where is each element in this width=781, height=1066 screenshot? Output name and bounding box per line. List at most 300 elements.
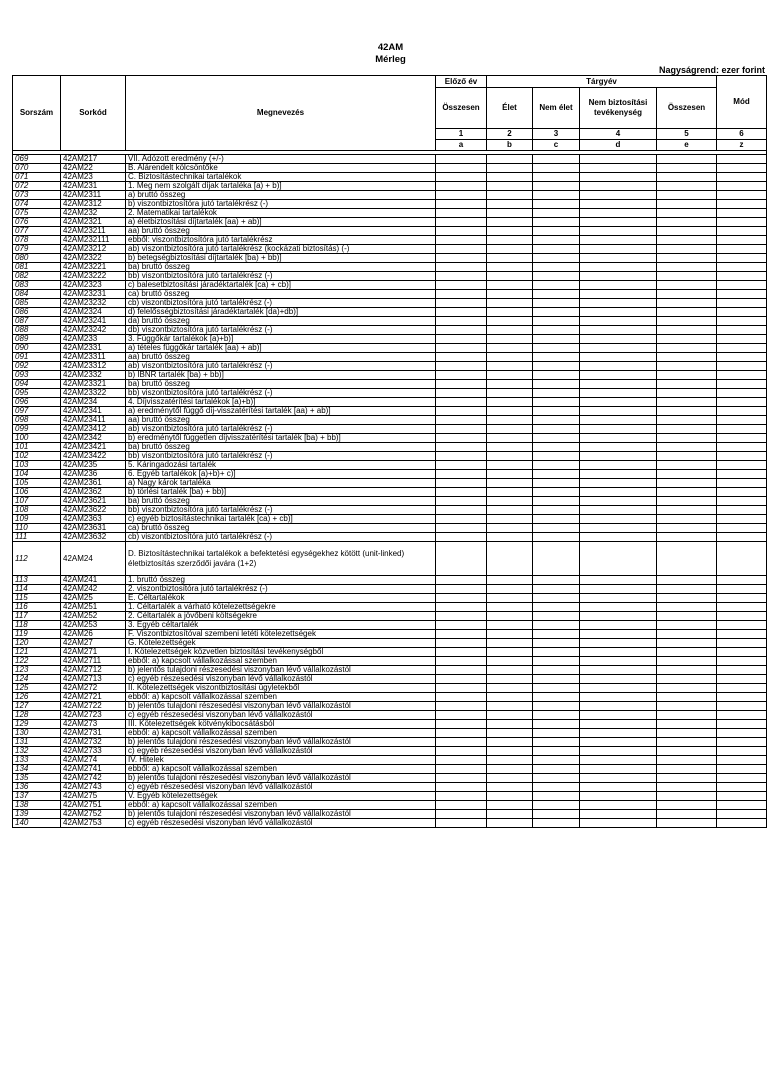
value-cell[interactable]: [657, 801, 717, 810]
value-cell[interactable]: [717, 263, 767, 272]
value-cell[interactable]: [487, 236, 533, 245]
value-cell[interactable]: [533, 630, 580, 639]
value-cell[interactable]: [717, 488, 767, 497]
value-cell[interactable]: [436, 218, 487, 227]
value-cell[interactable]: [580, 416, 657, 425]
value-cell[interactable]: [717, 452, 767, 461]
value-cell[interactable]: [657, 299, 717, 308]
value-cell[interactable]: [657, 542, 717, 576]
value-cell[interactable]: [487, 281, 533, 290]
value-cell[interactable]: [717, 281, 767, 290]
value-cell[interactable]: [487, 452, 533, 461]
value-cell[interactable]: [436, 452, 487, 461]
value-cell[interactable]: [657, 452, 717, 461]
value-cell[interactable]: [436, 353, 487, 362]
value-cell[interactable]: [436, 434, 487, 443]
value-cell[interactable]: [436, 524, 487, 533]
value-cell[interactable]: [657, 416, 717, 425]
value-cell[interactable]: [657, 747, 717, 756]
value-cell[interactable]: [657, 398, 717, 407]
value-cell[interactable]: [580, 729, 657, 738]
value-cell[interactable]: [580, 164, 657, 173]
value-cell[interactable]: [580, 362, 657, 371]
value-cell[interactable]: [717, 344, 767, 353]
value-cell[interactable]: [580, 452, 657, 461]
value-cell[interactable]: [717, 371, 767, 380]
value-cell[interactable]: [436, 290, 487, 299]
value-cell[interactable]: [657, 524, 717, 533]
value-cell[interactable]: [533, 290, 580, 299]
value-cell[interactable]: [717, 819, 767, 828]
value-cell[interactable]: [533, 792, 580, 801]
value-cell[interactable]: [580, 245, 657, 254]
value-cell[interactable]: [657, 281, 717, 290]
value-cell[interactable]: [580, 774, 657, 783]
value-cell[interactable]: [533, 729, 580, 738]
value-cell[interactable]: [657, 630, 717, 639]
value-cell[interactable]: [717, 729, 767, 738]
value-cell[interactable]: [533, 164, 580, 173]
value-cell[interactable]: [580, 299, 657, 308]
value-cell[interactable]: [580, 290, 657, 299]
value-cell[interactable]: [436, 621, 487, 630]
value-cell[interactable]: [533, 488, 580, 497]
value-cell[interactable]: [657, 621, 717, 630]
value-cell[interactable]: [436, 542, 487, 576]
value-cell[interactable]: [717, 353, 767, 362]
value-cell[interactable]: [657, 407, 717, 416]
value-cell[interactable]: [487, 344, 533, 353]
value-cell[interactable]: [533, 684, 580, 693]
value-cell[interactable]: [580, 612, 657, 621]
value-cell[interactable]: [487, 810, 533, 819]
value-cell[interactable]: [436, 164, 487, 173]
value-cell[interactable]: [436, 389, 487, 398]
value-cell[interactable]: [717, 702, 767, 711]
value-cell[interactable]: [533, 236, 580, 245]
value-cell[interactable]: [487, 173, 533, 182]
value-cell[interactable]: [580, 765, 657, 774]
value-cell[interactable]: [580, 524, 657, 533]
value-cell[interactable]: [436, 720, 487, 729]
value-cell[interactable]: [717, 425, 767, 434]
value-cell[interactable]: [717, 720, 767, 729]
value-cell[interactable]: [580, 630, 657, 639]
value-cell[interactable]: [580, 236, 657, 245]
value-cell[interactable]: [436, 533, 487, 542]
value-cell[interactable]: [487, 164, 533, 173]
value-cell[interactable]: [717, 407, 767, 416]
value-cell[interactable]: [533, 648, 580, 657]
value-cell[interactable]: [657, 191, 717, 200]
value-cell[interactable]: [717, 666, 767, 675]
value-cell[interactable]: [533, 353, 580, 362]
value-cell[interactable]: [533, 693, 580, 702]
value-cell[interactable]: [657, 236, 717, 245]
value-cell[interactable]: [717, 479, 767, 488]
value-cell[interactable]: [487, 729, 533, 738]
value-cell[interactable]: [580, 443, 657, 452]
value-cell[interactable]: [533, 407, 580, 416]
value-cell[interactable]: [717, 380, 767, 389]
value-cell[interactable]: [487, 684, 533, 693]
value-cell[interactable]: [487, 479, 533, 488]
value-cell[interactable]: [580, 434, 657, 443]
value-cell[interactable]: [717, 335, 767, 344]
value-cell[interactable]: [533, 479, 580, 488]
value-cell[interactable]: [533, 533, 580, 542]
value-cell[interactable]: [436, 765, 487, 774]
value-cell[interactable]: [533, 497, 580, 506]
value-cell[interactable]: [436, 272, 487, 281]
value-cell[interactable]: [717, 657, 767, 666]
value-cell[interactable]: [580, 209, 657, 218]
value-cell[interactable]: [533, 819, 580, 828]
value-cell[interactable]: [580, 603, 657, 612]
value-cell[interactable]: [717, 200, 767, 209]
value-cell[interactable]: [487, 425, 533, 434]
value-cell[interactable]: [657, 612, 717, 621]
value-cell[interactable]: [717, 792, 767, 801]
value-cell[interactable]: [657, 263, 717, 272]
value-cell[interactable]: [657, 756, 717, 765]
value-cell[interactable]: [717, 648, 767, 657]
value-cell[interactable]: [533, 711, 580, 720]
value-cell[interactable]: [487, 765, 533, 774]
value-cell[interactable]: [487, 461, 533, 470]
value-cell[interactable]: [533, 452, 580, 461]
value-cell[interactable]: [657, 783, 717, 792]
value-cell[interactable]: [533, 443, 580, 452]
value-cell[interactable]: [436, 693, 487, 702]
value-cell[interactable]: [436, 416, 487, 425]
value-cell[interactable]: [533, 612, 580, 621]
value-cell[interactable]: [580, 783, 657, 792]
value-cell[interactable]: [657, 585, 717, 594]
value-cell[interactable]: [717, 470, 767, 479]
value-cell[interactable]: [580, 810, 657, 819]
value-cell[interactable]: [580, 191, 657, 200]
value-cell[interactable]: [717, 738, 767, 747]
value-cell[interactable]: [533, 182, 580, 191]
value-cell[interactable]: [487, 648, 533, 657]
value-cell[interactable]: [717, 684, 767, 693]
value-cell[interactable]: [436, 506, 487, 515]
value-cell[interactable]: [487, 747, 533, 756]
value-cell[interactable]: [580, 272, 657, 281]
value-cell[interactable]: [436, 819, 487, 828]
value-cell[interactable]: [717, 290, 767, 299]
value-cell[interactable]: [580, 335, 657, 344]
value-cell[interactable]: [436, 308, 487, 317]
value-cell[interactable]: [533, 335, 580, 344]
value-cell[interactable]: [657, 470, 717, 479]
value-cell[interactable]: [533, 594, 580, 603]
value-cell[interactable]: [487, 675, 533, 684]
value-cell[interactable]: [657, 693, 717, 702]
value-cell[interactable]: [657, 594, 717, 603]
value-cell[interactable]: [717, 630, 767, 639]
value-cell[interactable]: [436, 200, 487, 209]
value-cell[interactable]: [487, 533, 533, 542]
value-cell[interactable]: [533, 317, 580, 326]
value-cell[interactable]: [436, 603, 487, 612]
value-cell[interactable]: [533, 398, 580, 407]
value-cell[interactable]: [436, 371, 487, 380]
value-cell[interactable]: [487, 756, 533, 765]
value-cell[interactable]: [487, 792, 533, 801]
value-cell[interactable]: [580, 353, 657, 362]
value-cell[interactable]: [580, 488, 657, 497]
value-cell[interactable]: [580, 576, 657, 585]
value-cell[interactable]: [717, 389, 767, 398]
value-cell[interactable]: [717, 810, 767, 819]
value-cell[interactable]: [657, 155, 717, 164]
value-cell[interactable]: [580, 389, 657, 398]
value-cell[interactable]: [487, 218, 533, 227]
value-cell[interactable]: [436, 747, 487, 756]
value-cell[interactable]: [487, 497, 533, 506]
value-cell[interactable]: [436, 738, 487, 747]
value-cell[interactable]: [657, 209, 717, 218]
value-cell[interactable]: [533, 416, 580, 425]
value-cell[interactable]: [487, 416, 533, 425]
value-cell[interactable]: [436, 756, 487, 765]
value-cell[interactable]: [657, 738, 717, 747]
value-cell[interactable]: [657, 774, 717, 783]
value-cell[interactable]: [436, 810, 487, 819]
value-cell[interactable]: [657, 317, 717, 326]
value-cell[interactable]: [487, 308, 533, 317]
value-cell[interactable]: [436, 702, 487, 711]
value-cell[interactable]: [657, 603, 717, 612]
value-cell[interactable]: [487, 585, 533, 594]
value-cell[interactable]: [657, 173, 717, 182]
value-cell[interactable]: [580, 675, 657, 684]
value-cell[interactable]: [717, 245, 767, 254]
value-cell[interactable]: [580, 542, 657, 576]
value-cell[interactable]: [436, 666, 487, 675]
value-cell[interactable]: [657, 720, 717, 729]
value-cell[interactable]: [533, 666, 580, 675]
value-cell[interactable]: [717, 747, 767, 756]
value-cell[interactable]: [580, 792, 657, 801]
value-cell[interactable]: [487, 594, 533, 603]
value-cell[interactable]: [533, 542, 580, 576]
value-cell[interactable]: [533, 362, 580, 371]
value-cell[interactable]: [657, 218, 717, 227]
value-cell[interactable]: [717, 308, 767, 317]
value-cell[interactable]: [487, 783, 533, 792]
value-cell[interactable]: [580, 497, 657, 506]
value-cell[interactable]: [533, 720, 580, 729]
value-cell[interactable]: [657, 245, 717, 254]
value-cell[interactable]: [436, 657, 487, 666]
value-cell[interactable]: [580, 218, 657, 227]
value-cell[interactable]: [580, 711, 657, 720]
value-cell[interactable]: [487, 819, 533, 828]
value-cell[interactable]: [436, 362, 487, 371]
value-cell[interactable]: [436, 245, 487, 254]
value-cell[interactable]: [487, 515, 533, 524]
value-cell[interactable]: [436, 792, 487, 801]
value-cell[interactable]: [717, 711, 767, 720]
value-cell[interactable]: [436, 407, 487, 416]
value-cell[interactable]: [487, 299, 533, 308]
value-cell[interactable]: [487, 470, 533, 479]
value-cell[interactable]: [717, 621, 767, 630]
value-cell[interactable]: [533, 218, 580, 227]
value-cell[interactable]: [436, 254, 487, 263]
value-cell[interactable]: [487, 720, 533, 729]
value-cell[interactable]: [580, 684, 657, 693]
value-cell[interactable]: [436, 585, 487, 594]
value-cell[interactable]: [717, 173, 767, 182]
value-cell[interactable]: [717, 576, 767, 585]
value-cell[interactable]: [717, 585, 767, 594]
value-cell[interactable]: [533, 380, 580, 389]
value-cell[interactable]: [533, 524, 580, 533]
value-cell[interactable]: [580, 281, 657, 290]
value-cell[interactable]: [487, 524, 533, 533]
value-cell[interactable]: [657, 533, 717, 542]
value-cell[interactable]: [657, 164, 717, 173]
value-cell[interactable]: [580, 308, 657, 317]
value-cell[interactable]: [717, 783, 767, 792]
value-cell[interactable]: [436, 380, 487, 389]
value-cell[interactable]: [717, 326, 767, 335]
value-cell[interactable]: [533, 254, 580, 263]
value-cell[interactable]: [580, 756, 657, 765]
value-cell[interactable]: [717, 434, 767, 443]
value-cell[interactable]: [580, 747, 657, 756]
value-cell[interactable]: [657, 272, 717, 281]
value-cell[interactable]: [533, 299, 580, 308]
value-cell[interactable]: [580, 155, 657, 164]
value-cell[interactable]: [487, 434, 533, 443]
value-cell[interactable]: [580, 702, 657, 711]
value-cell[interactable]: [487, 380, 533, 389]
value-cell[interactable]: [487, 263, 533, 272]
value-cell[interactable]: [580, 738, 657, 747]
value-cell[interactable]: [657, 434, 717, 443]
value-cell[interactable]: [436, 594, 487, 603]
value-cell[interactable]: [580, 182, 657, 191]
value-cell[interactable]: [717, 506, 767, 515]
value-cell[interactable]: [487, 389, 533, 398]
value-cell[interactable]: [487, 362, 533, 371]
value-cell[interactable]: [487, 576, 533, 585]
value-cell[interactable]: [533, 155, 580, 164]
value-cell[interactable]: [717, 639, 767, 648]
value-cell[interactable]: [717, 272, 767, 281]
value-cell[interactable]: [533, 738, 580, 747]
value-cell[interactable]: [717, 533, 767, 542]
value-cell[interactable]: [533, 326, 580, 335]
value-cell[interactable]: [657, 702, 717, 711]
value-cell[interactable]: [717, 416, 767, 425]
value-cell[interactable]: [580, 173, 657, 182]
value-cell[interactable]: [717, 254, 767, 263]
value-cell[interactable]: [717, 497, 767, 506]
value-cell[interactable]: [487, 182, 533, 191]
value-cell[interactable]: [657, 497, 717, 506]
value-cell[interactable]: [436, 209, 487, 218]
value-cell[interactable]: [487, 738, 533, 747]
value-cell[interactable]: [487, 666, 533, 675]
value-cell[interactable]: [580, 470, 657, 479]
value-cell[interactable]: [533, 227, 580, 236]
value-cell[interactable]: [487, 711, 533, 720]
value-cell[interactable]: [533, 783, 580, 792]
value-cell[interactable]: [436, 191, 487, 200]
value-cell[interactable]: [580, 666, 657, 675]
value-cell[interactable]: [533, 371, 580, 380]
value-cell[interactable]: [657, 227, 717, 236]
value-cell[interactable]: [657, 479, 717, 488]
value-cell[interactable]: [717, 362, 767, 371]
value-cell[interactable]: [436, 398, 487, 407]
value-cell[interactable]: [436, 576, 487, 585]
value-cell[interactable]: [580, 254, 657, 263]
value-cell[interactable]: [717, 209, 767, 218]
value-cell[interactable]: [717, 164, 767, 173]
value-cell[interactable]: [436, 639, 487, 648]
value-cell[interactable]: [717, 765, 767, 774]
value-cell[interactable]: [487, 290, 533, 299]
value-cell[interactable]: [533, 425, 580, 434]
value-cell[interactable]: [657, 711, 717, 720]
value-cell[interactable]: [580, 693, 657, 702]
value-cell[interactable]: [487, 209, 533, 218]
value-cell[interactable]: [717, 675, 767, 684]
value-cell[interactable]: [717, 299, 767, 308]
value-cell[interactable]: [717, 236, 767, 245]
value-cell[interactable]: [580, 533, 657, 542]
value-cell[interactable]: [580, 326, 657, 335]
value-cell[interactable]: [436, 497, 487, 506]
value-cell[interactable]: [580, 506, 657, 515]
value-cell[interactable]: [657, 819, 717, 828]
value-cell[interactable]: [533, 756, 580, 765]
value-cell[interactable]: [533, 810, 580, 819]
value-cell[interactable]: [657, 675, 717, 684]
value-cell[interactable]: [487, 191, 533, 200]
value-cell[interactable]: [657, 371, 717, 380]
value-cell[interactable]: [436, 470, 487, 479]
value-cell[interactable]: [580, 461, 657, 470]
value-cell[interactable]: [717, 542, 767, 576]
value-cell[interactable]: [657, 308, 717, 317]
value-cell[interactable]: [717, 182, 767, 191]
value-cell[interactable]: [580, 407, 657, 416]
value-cell[interactable]: [487, 326, 533, 335]
value-cell[interactable]: [657, 461, 717, 470]
value-cell[interactable]: [436, 515, 487, 524]
value-cell[interactable]: [487, 693, 533, 702]
value-cell[interactable]: [436, 263, 487, 272]
value-cell[interactable]: [580, 425, 657, 434]
value-cell[interactable]: [657, 344, 717, 353]
value-cell[interactable]: [487, 621, 533, 630]
value-cell[interactable]: [657, 648, 717, 657]
value-cell[interactable]: [717, 398, 767, 407]
value-cell[interactable]: [436, 227, 487, 236]
value-cell[interactable]: [717, 693, 767, 702]
value-cell[interactable]: [436, 425, 487, 434]
value-cell[interactable]: [436, 648, 487, 657]
value-cell[interactable]: [657, 576, 717, 585]
